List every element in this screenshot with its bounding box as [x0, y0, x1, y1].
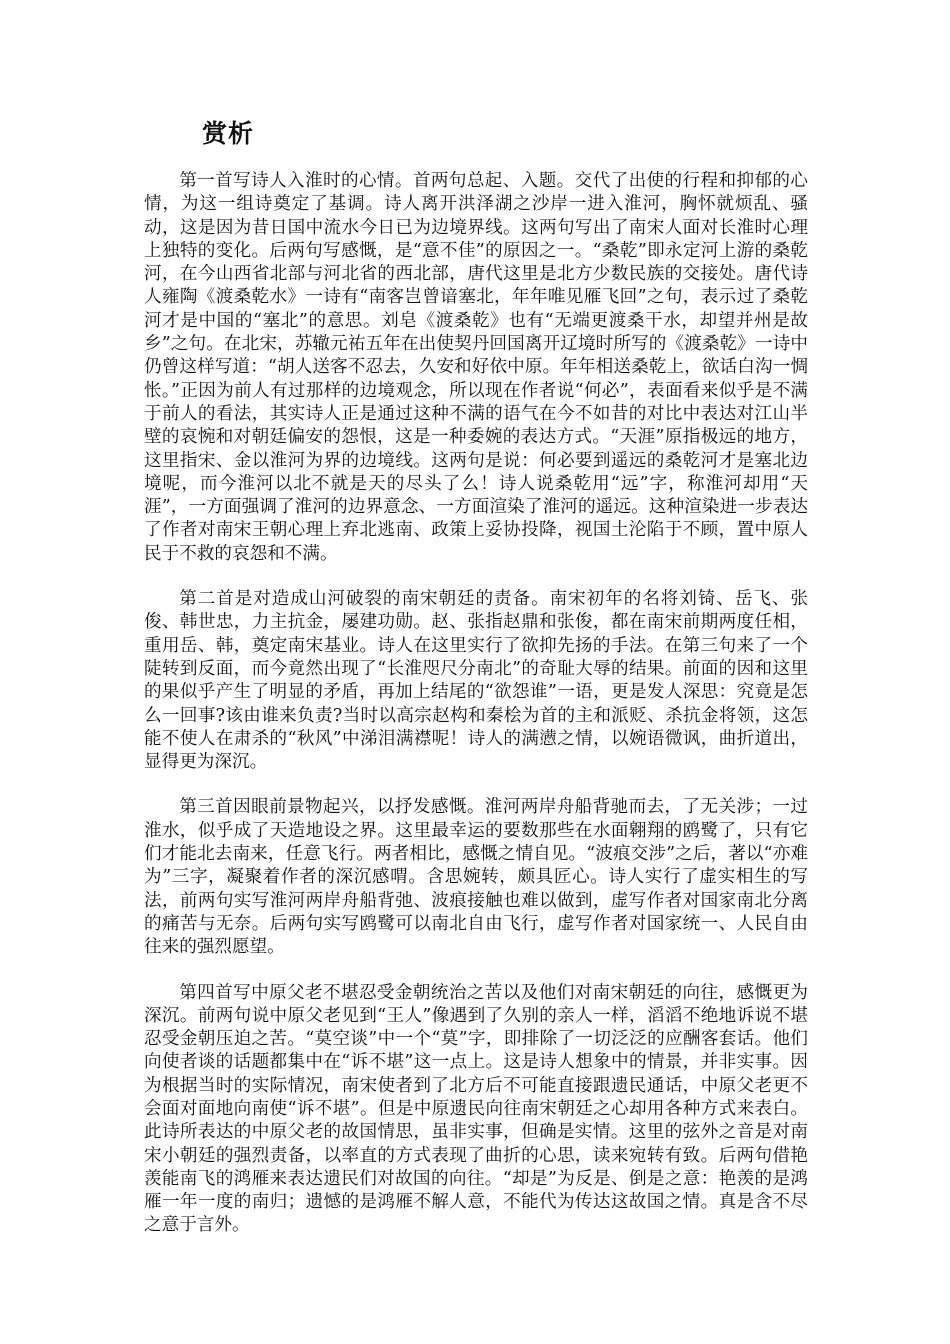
section-heading: 赏析 — [202, 119, 255, 148]
paragraph-2: 第二首是对造成山河破裂的南宋朝廷的责备。南宋初年的名将刘锜、岳飞、张俊、韩世忠，力主抗金，屡建功勋。赵、张指赵鼎和张俊，都在南宋前期两度任相，重用岳、韩，奠定南宋基业。诗人在这里实行了欲抑先扬的手法。在第三句来了一个陡转到反面，而今竟然出现了“长淮咫尺分南北”的奇耻大辱的结果。前面的因和这里的果似乎产生了明显的矛盾，再加上结尾的“欲怨谁”一语，更是发人深思：究竟是怎么一回事?该由谁来负责?当时以高宗赵构和秦桧为首的主和派贬、杀抗金将领，这怎能不使人在肃杀的“秋风”中涕泪满襟呢！诗人的满懑之情，以婉语微讽，曲折道出，显得更为深沉。 — [144, 589, 808, 773]
paragraph-1: 第一首写诗人入淮时的心情。首两句总起、入题。交代了出使的行程和抑郁的心情，为这一组诗奠定了基调。诗人离开洪泽湖之沙岸一进入淮河，胸怀就烦乱、骚动，这是因为昔日国中流水今日已为边境界线。这两句写出了南宋人面对长淮时心理上独特的变化。后两句写感慨，是“意不佳”的原因之一。“桑乾”即永定河上游的桑乾河，在今山西省北部与河北省的西北部，唐代这里是北方少数民族的交接处。唐代诗人雍陶《渡桑乾水》一诗有“南客岂曾谙塞北，年年唯见雁飞回”之句，表示过了桑乾河才是中国的“塞北”的意思。刘皂《渡桑乾》也有“无端更渡桑干水，却望并州是故乡”之句。在北宋，苏辙元祐五年在出使契丹回国离开辽境时所写的《渡桑乾》一诗中仍曾这样写道：“胡人送客不忍去，久安和好依中原。年年相送桑乾上，欲话白沟一惆怅。”正因为前人有过那样的边境观念，所以现在作者说“何必”，表面看来似乎是不满于前人的看法，其实诗人正是通过这种不满的语气在今不如昔的对比中表达对江山半壁的哀惋和对朝廷偏安的怨恨，这是一种委婉的表达方式。“天涯”原指极远的地方，这里指宋、金以淮河为界的边境线。这两句是说：何必要到遥远的桑乾河才是塞北边境呢，而今淮河以北不就是天的尽头了么！诗人说桑乾用“远”字，称淮河却用“天涯”，一方面强调了淮河的边界意念、一方面渲染了淮河的遥远。这种渲染进一步表达了作者对南宋王朝心理上弃北逃南、政策上妥协投降，视国土沦陷于不顾，置中原人民于不救的哀怨和不满。 — [144, 171, 808, 564]
paragraph-3: 第三首因眼前景物起兴，以抒发感慨。淮河两岸舟船背驰而去，了无关涉；一过淮水，似乎成了天造地设之界。这里最幸运的要数那些在水面翱翔的鸥鹭了，只有它们才能北去南来，任意飞行。两者相比，感慨之情自见。“波痕交涉”之后，著以“亦难为”三字，凝聚着作者的深沉感喟。含思婉转，颇具匠心。诗人实行了虚实相生的写法，前两句实写淮河两岸舟船背弛、波痕接触也难以做到，虚写作者对国家南北分离的痛苦与无奈。后两句实写鸥鹭可以南北自由飞行，虚写作者对国家统一、人民自由往来的强烈愿望。 — [144, 797, 808, 958]
paragraph-4: 第四首写中原父老不堪忍受金朝统治之苦以及他们对南宋朝廷的向往，感慨更为深沉。前两句说中原父老见到“王人”像遇到了久别的亲人一样，滔滔不绝地诉说不堪忍受金朝压迫之苦。“莫空谈”中一个“莫”字，即排除了一切泛泛的应酬客套话。他们向使者谈的话题都集中在“诉不堪”这一点上。这是诗人想象中的情景，并非实事。因为根据当时的实际情况，南宋使者到了北方后不可能直接跟遗民通话，中原父老更不会面对面地向南使“诉不堪”。但是中原遗民向往南宋朝廷之心却用各种方式来表白。此诗所表达的中原父老的故国情思，虽非实事，但确是实情。这里的弦外之音是对南宋小朝廷的强烈责备，以率直的方式表现了曲折的心思，读来宛转有致。后两句借艳羡能南飞的鸿雁来表达遗民们对故国的向往。“却是”为反是、倒是之意：艳羡的是鸿雁一年一度的南归；遗憾的是鸿雁不解人意，不能代为传达这故国之情。真是含不尽之意于言外。 — [144, 982, 808, 1236]
article-body — [144, 170, 808, 1260]
